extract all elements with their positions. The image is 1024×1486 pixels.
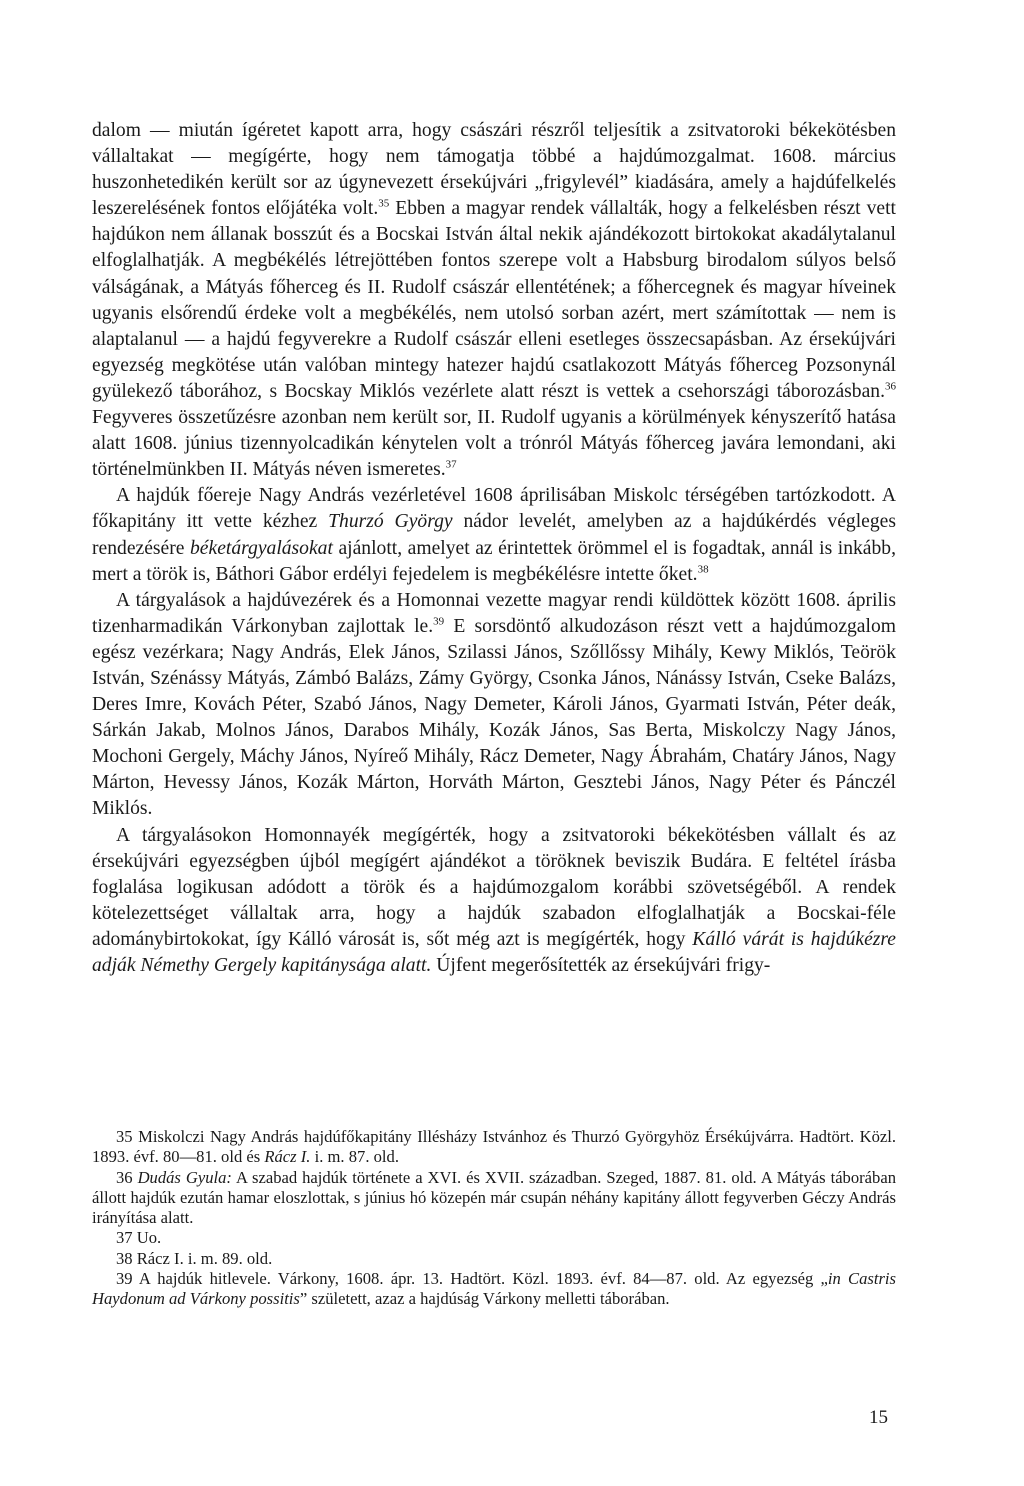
italic-run: Dudás Gyula: xyxy=(137,1167,232,1187)
footnote-ref: 39 xyxy=(433,615,445,628)
text-run: Fegyveres összetűzésre azonban nem került sor, II. Rudolf ugyanis a körülmények kényszerítő hatása alatt 1608. június tizennyolcadikán kénytelen volt a trónról Mátyás főherceg javára lemondani, aki történelmünkben II. Mátyás néven ismeretes. xyxy=(92,407,896,481)
text-run: 35 Miskolczi Nagy András hajdúfőkapitány Illésházy Istvánhoz és Thurzó Györgyhöz Érsékújvárra. Hadtört. Közl. 1893. évf. 80—81. old és xyxy=(92,1127,896,1167)
text-run: A hajdúk főereje Nagy András vezérletével 1608 áprilisában Miskolc térségében tartózkodott. A főkapitány itt vette kézhez xyxy=(92,485,896,533)
text-run: Ebben a magyar rendek vállalták, hogy a felkelésben részt vett hajdúkon nem állanak bosszút és a Bocskai István által nekik ajándékozott birtokokat akadálytalanul elfoglalhatják. A megbékélés létrejöttében fontos szerepe volt a Habsburg birodalom súlyos belső válságának, a Mátyás főherceg és II. Rudolf császár ellentétének; a főhercegnek és magyar híveinek ugyanis elsőrendű érdeke volt a megbékélés, nem utolsó sorban azért, mert számítottak — nem is alaptalanul — a hajdú fegyverekre a Rudolf császár elleni esetleges összecsapásban. Az érsekújvári egyezség megkötése után valóban mintegy hatezer hajdú csatlakozott Mátyás főherceg Pozsonynál gyülekező táborához, s Bocskay Miklós vezérlete alatt részt is vettek a csehországi táborozásban. xyxy=(92,198,897,402)
footnote-ref: 37 xyxy=(445,458,457,471)
italic-run: Rácz I. xyxy=(264,1147,311,1167)
footnote-ref: 35 xyxy=(378,197,390,210)
footnote-38 xyxy=(92,1249,896,1269)
text-run: 36 xyxy=(116,1167,138,1187)
paragraph xyxy=(92,483,896,587)
italic-run: in Castris Haydonum ad Várkony possitis xyxy=(92,1269,896,1309)
paragraph xyxy=(92,588,896,823)
page-number: 15 xyxy=(869,1407,888,1428)
text-run: A szabad hajdúk története a XVI. és XVII. században. Szeged, 1887. 81. old. A Mátyás táborában állott hajdúk ezután hamar eloszlottak, s június hó közepén már csupán néhány kapitány állott fegyverben Géczy András irányítása alatt. xyxy=(92,1167,896,1228)
italic-run: Thurzó György xyxy=(328,511,453,533)
text-run: 38 Rácz I. i. m. 89. old. xyxy=(116,1248,273,1268)
text-run: nádor levelét, amelyben az a hajdúkérdés végleges rendezésére xyxy=(92,511,896,559)
body-text xyxy=(92,118,896,979)
text-run: 39 A hajdúk hitlevele. Várkony, 1608. ápr. 13. Hadtört. Közl. 1893. évf. 84—87. old. Az egyezség „ xyxy=(116,1269,828,1289)
paragraph xyxy=(92,118,896,483)
italic-run: béketárgyalásokat xyxy=(190,537,333,559)
main-text xyxy=(92,118,896,979)
footnote-ref: 36 xyxy=(885,380,896,393)
text-run: E sorsdöntő alkudozáson részt vett a hajdúmozgalom egész vezérkara; Nagy András, Elek János, Szilassi János, Szőllőssy Mihály, Kewy Miklós, Teörök István, Szénássy Mátyás, Zámbó Balázs, Zámy György, Csonka János, Nánássy István, Cseke Balázs, Deres Imre, Kovách Péter, Szabó János, Nagy Demeter, Károli János, Gyarmati István, Péter deák, Sárkán Jakab, Molnos János, Darabos Mihály, Kozák János, Sas Berta, Miskolczy Nagy János, Mochoni Gergely, Máchy János, Nyíreő Mihály, Rácz Demeter, Nagy Ábrahám, Chatáry János, Nagy Márton, Hevessy János, Kozák Márton, Horváth Márton, Gesztebi János, Nagy Péter és Pánczél Miklós. xyxy=(92,615,896,820)
footnote-35 xyxy=(92,1127,896,1168)
footnote-39 xyxy=(92,1269,896,1310)
italic-run: Kálló várát is hajdúkézre adják Némethy Gergely kapitánysága alatt. xyxy=(92,928,897,976)
text-run: dalom — miután ígéretet kapott arra, hogy császári részről teljesítik a zsitvatoroki békekötésben vállaltakat — megígérte, hogy nem támogatja többé a hajdúmozgalmat. 1608. március huszonhetedikén került sor az úgynevezett érsekújvári „frigylevél” kiadására, amely a hajdúfelkelés leszerelésének fontos előjátéka volt. xyxy=(92,120,896,220)
footnotes xyxy=(92,1127,896,1310)
text-run: Újfent megerősítették az érsekújvári frigy- xyxy=(431,955,771,976)
paragraph xyxy=(92,823,896,980)
footnote-ref: 38 xyxy=(697,563,709,576)
footnote-37 xyxy=(92,1228,896,1248)
text-run: ” született, azaz a hajdúság Várkony melletti táborában. xyxy=(299,1289,670,1309)
footnote-36 xyxy=(92,1168,896,1229)
text-run: A tárgyalások a hajdúvezérek és a Homonnai vezette magyar rendi küldöttek között 1608. április tizenharmadikán Várkonyban zajlottak le. xyxy=(92,589,896,637)
text-run: ajánlott, amelyet az érintettek örömmel el is fogadtak, annál is inkább, mert a török is, Báthori Gábor erdélyi fejedelem is megbékélésre intette őket. xyxy=(92,537,896,585)
text-run: 37 Uo. xyxy=(116,1228,162,1248)
text-run: A tárgyalásokon Homonnayék megígérték, hogy a zsitvatoroki békekötésben vállalt és az érsekújvári egyezségben újból megígért ajándékot a töröknek beviszik Budára. E feltétel írásba foglalása logikusan adódott a török és a hajdúmozgalom korábbi szövetségéből. A rendek kötelezettséget vállaltak arra, hogy a hajdúk szabadon elfoglalhatják a Bocskai-féle adománybirtokokat, így Kálló városát is, sőt még azt is megígérték, hogy xyxy=(92,824,896,950)
text-run: i. m. 87. old. xyxy=(310,1147,399,1167)
